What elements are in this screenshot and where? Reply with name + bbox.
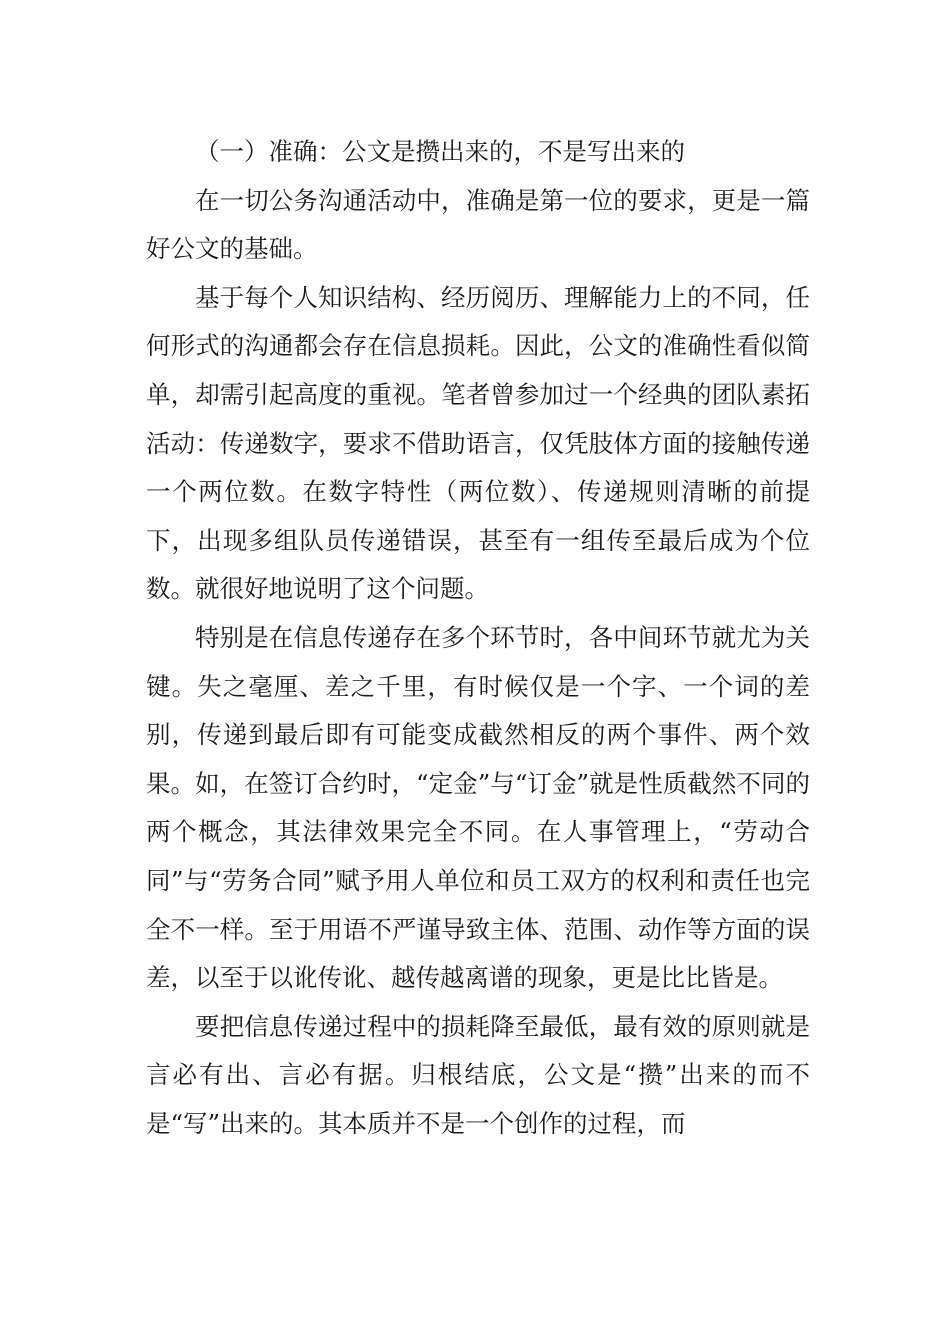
section-heading: （一）准确：公文是攒出来的，不是写出来的: [195, 137, 685, 166]
paragraph: 在一切公务沟通活动中，准确是第一位的要求，更是一篇好公文的基础。: [146, 185, 810, 264]
document-body: [146, 128, 810, 1148]
paragraph: 要把信息传递过程中的损耗降至最低，最有效的原则就是言必有出、言必有据。归根结底，公文是“攒”出来的而不是“写”出来的。其本质并不是一个创作的过程，而: [146, 1011, 810, 1138]
paragraph: 基于每个人知识结构、经历阅历、理解能力上的不同，任何形式的沟通都会存在信息损耗。因此，公文的准确性看似简单，却需引起高度的重视。笔者曾参加过一个经典的团队素拓活动：传递数字，要求不借助语言，仅凭肢体方面的接触传递一个两位数。在数字特性（两位数）、传递规则清晰的前提下，出现多组队员传递错误，甚至有一组传至最后成为个位数。就很好地说明了这个问题。: [146, 282, 810, 604]
paragraph: 特别是在信息传递存在多个环节时，各中间环节就尤为关键。失之毫厘、差之千里，有时候仅是一个字、一个词的差别，传递到最后即有可能变成截然相反的两个事件、两个效果。如，在签订合约时，“定金”与“订金”就是性质截然不同的两个概念，其法律效果完全不同。在人事管理上，“劳动合同”与“劳务合同”赋予用人单位和员工双方的权利和责任也完全不一样。至于用语不严谨导致主体、范围、动作等方面的误差，以至于以讹传讹、越传越离谱的现象，更是比比皆是。: [146, 622, 810, 993]
